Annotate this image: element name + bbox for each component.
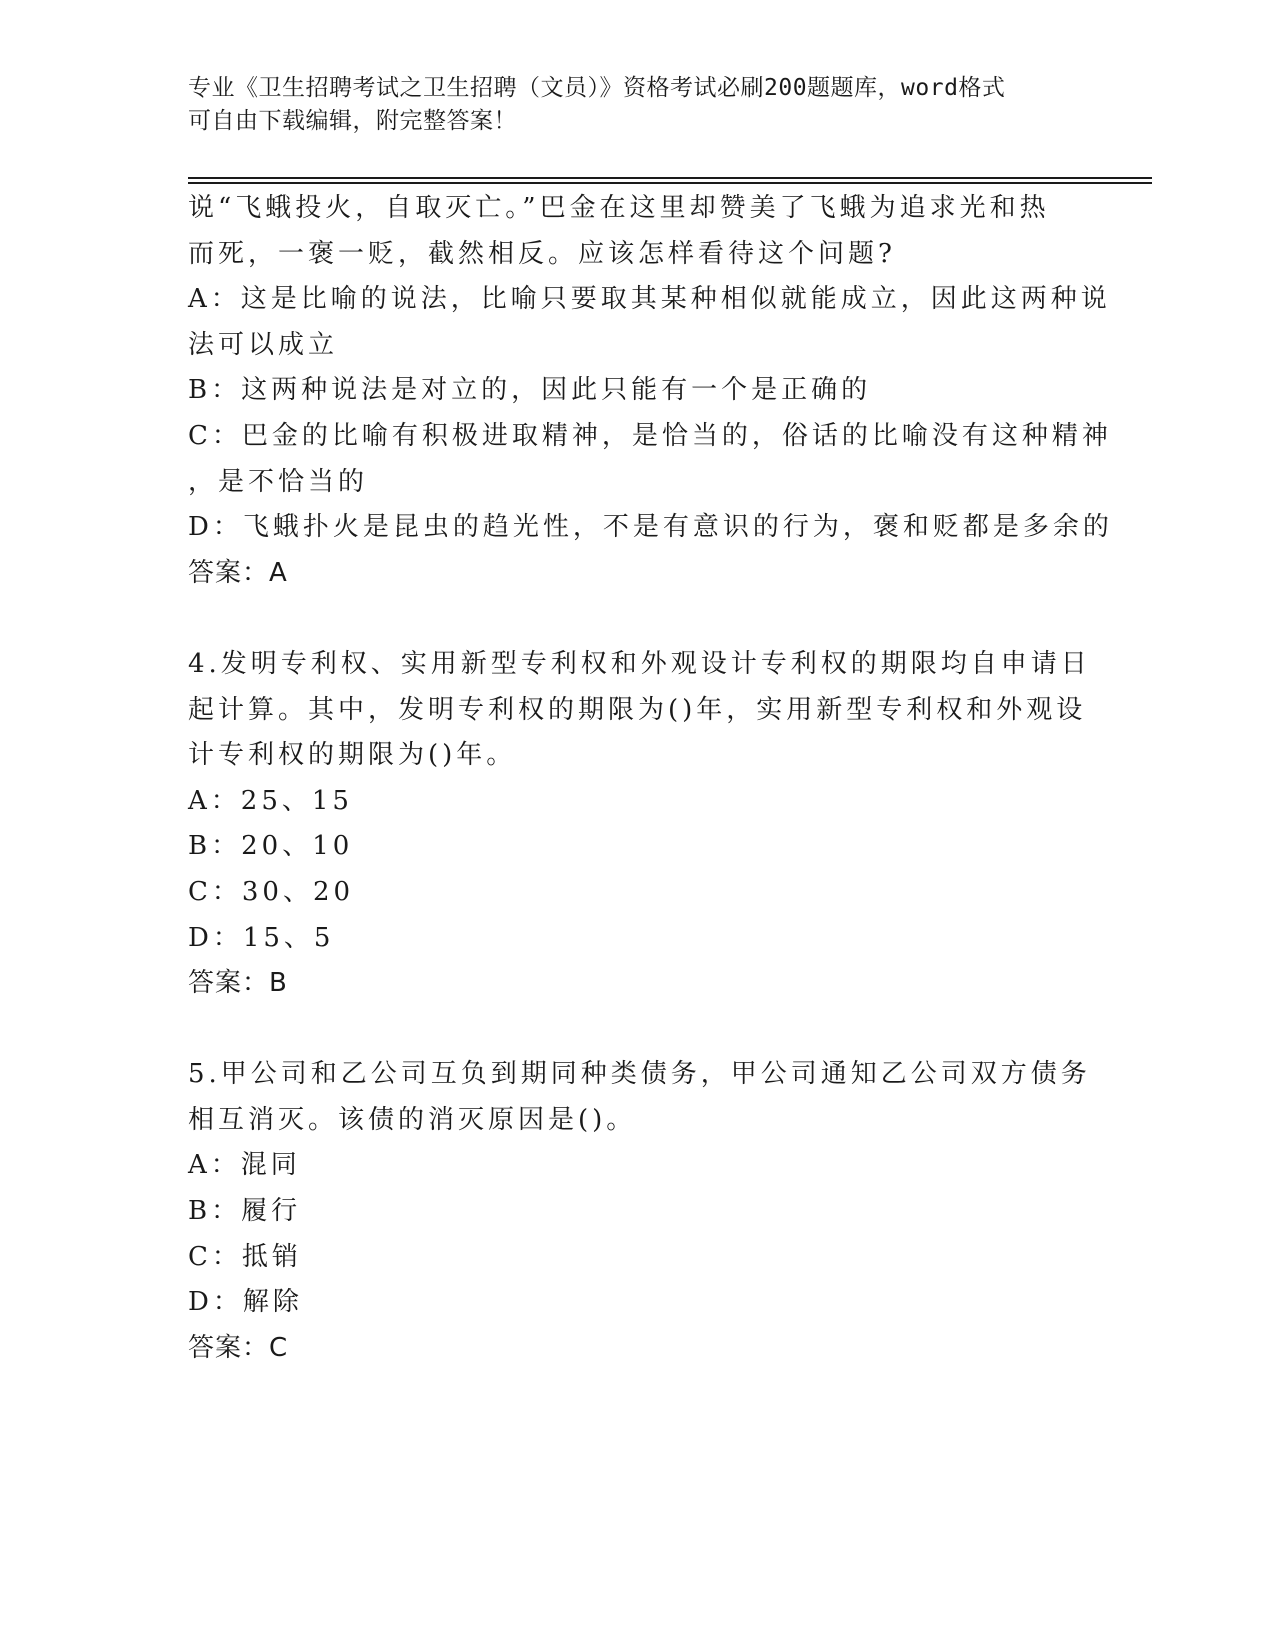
- question-5-stem-line-1: 5.甲公司和乙公司互负到期同种类债务，甲公司通知乙公司双方债务: [188, 1059, 1091, 1090]
- question-3-answer: 答案：A: [188, 557, 288, 588]
- question-3-stem-line-2: 而死，一褒一贬，截然相反。应该怎样看待这个问题?: [188, 238, 896, 269]
- question-5-option-c: C：抵销: [188, 1241, 302, 1272]
- question-5-answer: 答案：C: [188, 1332, 289, 1363]
- question-3: [188, 186, 1113, 596]
- question-4-option-b: B：20、10: [188, 831, 354, 862]
- question-spacer: [188, 1007, 1078, 1053]
- question-4-option-c: C：30、20: [188, 876, 355, 907]
- question-3-option-d: D：飞蛾扑火是昆虫的趋光性，不是有意识的行为，褒和贬都是多余的: [188, 512, 1113, 543]
- question-3-option-c-line-1: C：巴金的比喻有积极进取精神，是恰当的，俗话的比喻没有这种精神: [188, 420, 1112, 451]
- header-rule-top: [188, 177, 1152, 179]
- header-title-line-1: 专业《卫生招聘考试之卫生招聘（文员）》资格考试必刷200题题库，word格式: [188, 75, 1006, 101]
- question-4-stem-line-3: 计专利权的期限为()年。: [188, 740, 517, 771]
- question-3-option-c-line-2: ，是不恰当的: [188, 466, 369, 497]
- question-4-stem-line-1: 4.发明专利权、实用新型专利权和外观设计专利权的期限均自申请日: [188, 648, 1091, 679]
- question-3-option-a-line-2: 法可以成立: [188, 329, 339, 360]
- question-5-option-d: D：解除: [188, 1287, 303, 1318]
- question-3-option-a-line-1: A：这是比喻的说法，比喻只要取其某种相似就能成立，因此这两种说: [188, 284, 1111, 315]
- question-4-option-a: A：25、15: [188, 785, 353, 816]
- header-title-line-2: 可自由下载编辑，附完整答案！: [188, 108, 517, 134]
- question-3-option-b: B：这两种说法是对立的，因此只能有一个是正确的: [188, 375, 872, 406]
- question-5-stem-line-2: 相互消灭。该债的消灭原因是()。: [188, 1104, 637, 1135]
- document-header: [188, 72, 1068, 138]
- question-4-stem-line-2: 起计算。其中，发明专利权的期限为()年，实用新型专利权和外观设: [188, 694, 1087, 725]
- question-4-option-d: D：15、5: [188, 922, 335, 953]
- question-5-option-a: A：混同: [188, 1150, 301, 1181]
- question-3-stem-line-1: 说“飞蛾投火，自取灭亡。”巴金在这里却赞美了飞蛾为追求光和热: [188, 193, 1050, 223]
- question-list: [188, 186, 1113, 1371]
- question-5: [188, 1052, 1091, 1371]
- question-5-option-b: B：履行: [188, 1196, 302, 1227]
- question-4-answer: 答案：B: [188, 968, 288, 999]
- question-4: [188, 642, 1091, 1007]
- header-rule-bottom: [188, 182, 1152, 184]
- question-spacer: [188, 596, 1078, 642]
